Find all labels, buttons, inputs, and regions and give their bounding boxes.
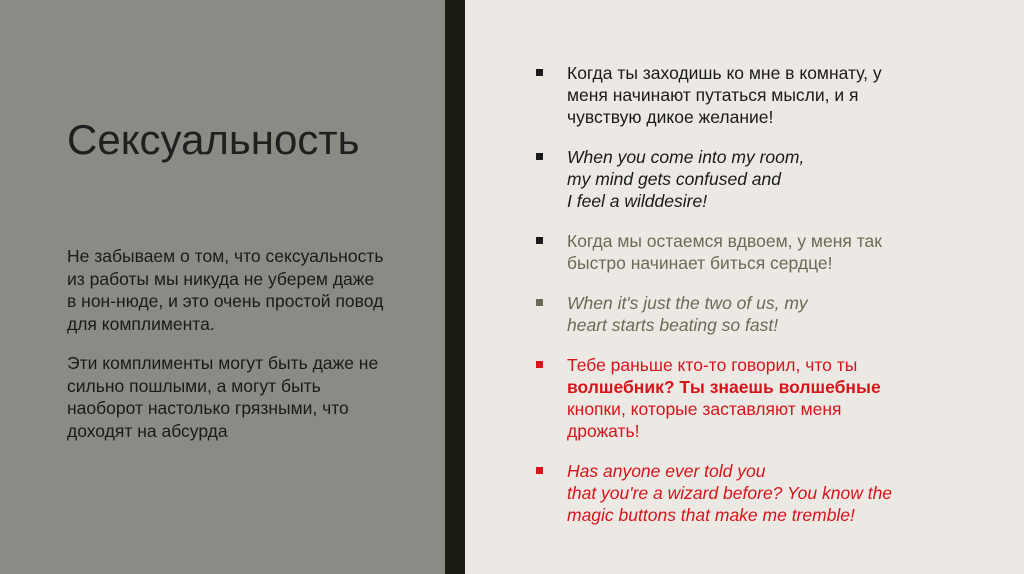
bullet-item [533, 146, 973, 212]
bullet-line: Тебе раньше кто-то говорил, что ты [567, 355, 858, 375]
bullet-line: I feel a wilddesire! [567, 191, 708, 211]
bullet-line: чувствую дикое желание! [567, 107, 774, 127]
bullet-line: that you're a wizard before? You know the [567, 483, 893, 503]
bullet-line: дрожать! [567, 421, 640, 441]
bullet-line: быстро начинает биться сердце! [567, 253, 833, 273]
square-bullet-icon [536, 299, 543, 306]
bullet-line: heart starts beating so fast! [567, 315, 779, 335]
bullet-line: my mind gets confused and [567, 169, 782, 189]
bullet-line: кнопки, которые заставляют меня [567, 399, 842, 419]
body-paragraph: Эти комплименты могут быть даже не сильно пошлыми, а могут быть наоборот настолько грязными, что доходят на абсурда [67, 353, 379, 441]
bullet-list [533, 62, 973, 544]
slide-body [67, 245, 387, 459]
bullet-line: When it's just the two of us, my [567, 293, 808, 313]
bullet-line: Когда мы остаемся вдвоем, у меня так [567, 231, 882, 251]
square-bullet-icon [536, 69, 543, 76]
square-bullet-icon [536, 361, 543, 368]
bullet-item [533, 292, 973, 336]
bullet-line: меня начинают путаться мысли, и я [567, 85, 859, 105]
body-paragraph: Не забываем о том, что сексуальность из работы мы никуда не уберем даже в нон-нюде, и это очень простой повод для комплимента. [67, 246, 384, 334]
square-bullet-icon [536, 467, 543, 474]
square-bullet-icon [536, 153, 543, 160]
bullet-line: magic buttons that make me tremble! [567, 505, 855, 525]
bullet-item [533, 230, 973, 274]
bullet-line: When you come into my room, [567, 147, 805, 167]
bullet-item [533, 62, 973, 128]
bullet-item [533, 354, 973, 442]
panel-divider [445, 0, 465, 574]
bullet-item [533, 460, 973, 526]
slide-title: Сексуальность [67, 116, 360, 163]
square-bullet-icon [536, 237, 543, 244]
bullet-line: Has anyone ever told you [567, 461, 766, 481]
bullet-line: волшебник? Ты знаешь волшебные [567, 377, 881, 397]
bullet-line: Когда ты заходишь ко мне в комнату, у [567, 63, 882, 83]
